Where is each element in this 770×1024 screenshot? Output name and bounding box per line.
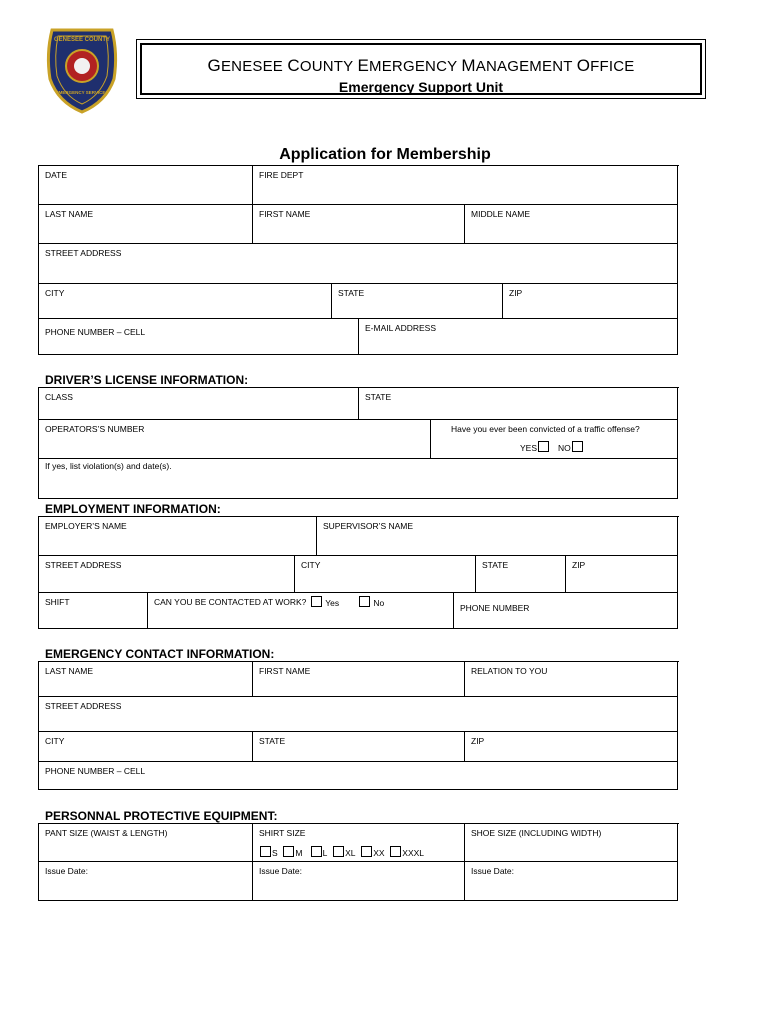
shoe-size-field[interactable]: SHOE SIZE (INCLUDING WIDTH): [465, 824, 678, 862]
shirt-size-xl[interactable]: XL: [332, 848, 355, 858]
form-title: Application for Membership: [279, 146, 491, 163]
checkbox-icon[interactable]: [333, 846, 344, 857]
middle-name-field[interactable]: MIDDLE NAME: [465, 205, 678, 244]
shirt-size-options: [259, 846, 424, 858]
header-box: [136, 39, 706, 99]
ec-zip-field[interactable]: ZIP: [465, 732, 678, 762]
ec-last-name-field[interactable]: LAST NAME: [39, 662, 253, 697]
checkbox-icon[interactable]: [359, 596, 370, 607]
street-address-field[interactable]: STREET ADDRESS: [39, 244, 678, 284]
traffic-offense-no[interactable]: NO: [558, 441, 584, 453]
employer-street-field[interactable]: STREET ADDRESS: [39, 556, 295, 593]
last-name-field[interactable]: LAST NAME: [39, 205, 253, 244]
employer-name-field[interactable]: EMPLOYER’S NAME: [39, 517, 317, 556]
first-name-field[interactable]: FIRST NAME: [253, 205, 465, 244]
county-seal-logo: [44, 24, 120, 114]
employment-table: [38, 516, 679, 629]
supervisor-name-field[interactable]: SUPERVISOR’S NAME: [317, 517, 678, 556]
violations-field[interactable]: If yes, list violation(s) and date(s).: [39, 459, 678, 499]
personal-info-table: [38, 165, 679, 355]
ppe-heading: PERSONNAL PROTECTIVE EQUIPMENT:: [45, 809, 278, 823]
shoe-issue-date-field[interactable]: Issue Date:: [465, 862, 678, 901]
city-field[interactable]: CITY: [39, 284, 332, 319]
phone-cell-field[interactable]: PHONE NUMBER – CELL: [39, 319, 359, 355]
org-title: GENESEE COUNTY EMERGENCY MANAGEMENT OFFICE: [207, 56, 635, 75]
license-table: [38, 387, 679, 499]
date-field[interactable]: DATE: [39, 166, 253, 205]
work-phone-field[interactable]: PHONE NUMBER: [454, 593, 678, 629]
shirt-issue-date-field[interactable]: Issue Date:: [253, 862, 465, 901]
checkbox-icon[interactable]: [361, 846, 372, 857]
shirt-size-field: SHIRT SIZE S M L XL XX XXXL: [253, 824, 465, 862]
shirt-size-l[interactable]: L: [310, 848, 328, 858]
emergency-table: [38, 661, 679, 790]
contact-at-work-yes[interactable]: Yes: [310, 596, 339, 608]
shift-field[interactable]: SHIFT: [39, 593, 148, 629]
checkbox-icon[interactable]: [538, 441, 549, 452]
emergency-heading: EMERGENCY CONTACT INFORMATION:: [45, 647, 275, 661]
employer-city-field[interactable]: CITY: [295, 556, 476, 593]
employer-state-field[interactable]: STATE: [476, 556, 566, 593]
checkbox-icon[interactable]: [260, 846, 271, 857]
shirt-size-xxxl[interactable]: XXXL: [389, 848, 424, 858]
checkbox-icon[interactable]: [390, 846, 401, 857]
operator-number-field[interactable]: OPERATORS’S NUMBER: [39, 420, 431, 459]
checkbox-icon[interactable]: [311, 596, 322, 607]
contact-at-work-no[interactable]: No: [358, 596, 384, 608]
unit-title: Emergency Support Unit: [338, 79, 504, 95]
zip-field[interactable]: ZIP: [503, 284, 678, 319]
email-field[interactable]: E-MAIL ADDRESS: [359, 319, 678, 355]
shirt-size-s[interactable]: S: [259, 848, 278, 858]
employer-zip-field[interactable]: ZIP: [566, 556, 678, 593]
pant-issue-date-field[interactable]: Issue Date:: [39, 862, 253, 901]
shirt-size-m[interactable]: M: [282, 848, 302, 858]
shirt-size-xx[interactable]: XX: [360, 848, 384, 858]
checkbox-icon[interactable]: [572, 441, 583, 452]
license-state-field[interactable]: STATE: [359, 388, 678, 420]
ppe-table: [38, 823, 679, 901]
fire-dept-field[interactable]: FIRE DEPT: [253, 166, 678, 205]
ec-street-field[interactable]: STREET ADDRESS: [39, 697, 678, 732]
employment-heading: EMPLOYMENT INFORMATION:: [45, 502, 221, 516]
badge-text-top: GENESEE COUNTY: [53, 37, 111, 43]
license-heading: DRIVER’S LICENSE INFORMATION:: [45, 373, 249, 387]
license-class-field[interactable]: CLASS: [39, 388, 359, 420]
traffic-offense-question: Have you ever been convicted of a traffic offense? YES NO: [431, 420, 678, 459]
checkbox-icon[interactable]: [311, 846, 322, 857]
ec-relation-field[interactable]: RELATION TO YOU: [465, 662, 678, 697]
ec-state-field[interactable]: STATE: [253, 732, 465, 762]
state-field[interactable]: STATE: [332, 284, 503, 319]
ec-phone-cell-field[interactable]: PHONE NUMBER – CELL: [39, 762, 678, 790]
ec-city-field[interactable]: CITY: [39, 732, 253, 762]
traffic-offense-yes[interactable]: YES: [520, 441, 550, 453]
badge-text-bottom: EMERGENCY SERVICES: [55, 90, 109, 95]
pant-size-field[interactable]: PANT SIZE (WAIST & LENGTH): [39, 824, 253, 862]
ec-first-name-field[interactable]: FIRST NAME: [253, 662, 465, 697]
contact-at-work-question: CAN YOU BE CONTACTED AT WORK? Yes No: [148, 593, 454, 629]
checkbox-icon[interactable]: [283, 846, 294, 857]
